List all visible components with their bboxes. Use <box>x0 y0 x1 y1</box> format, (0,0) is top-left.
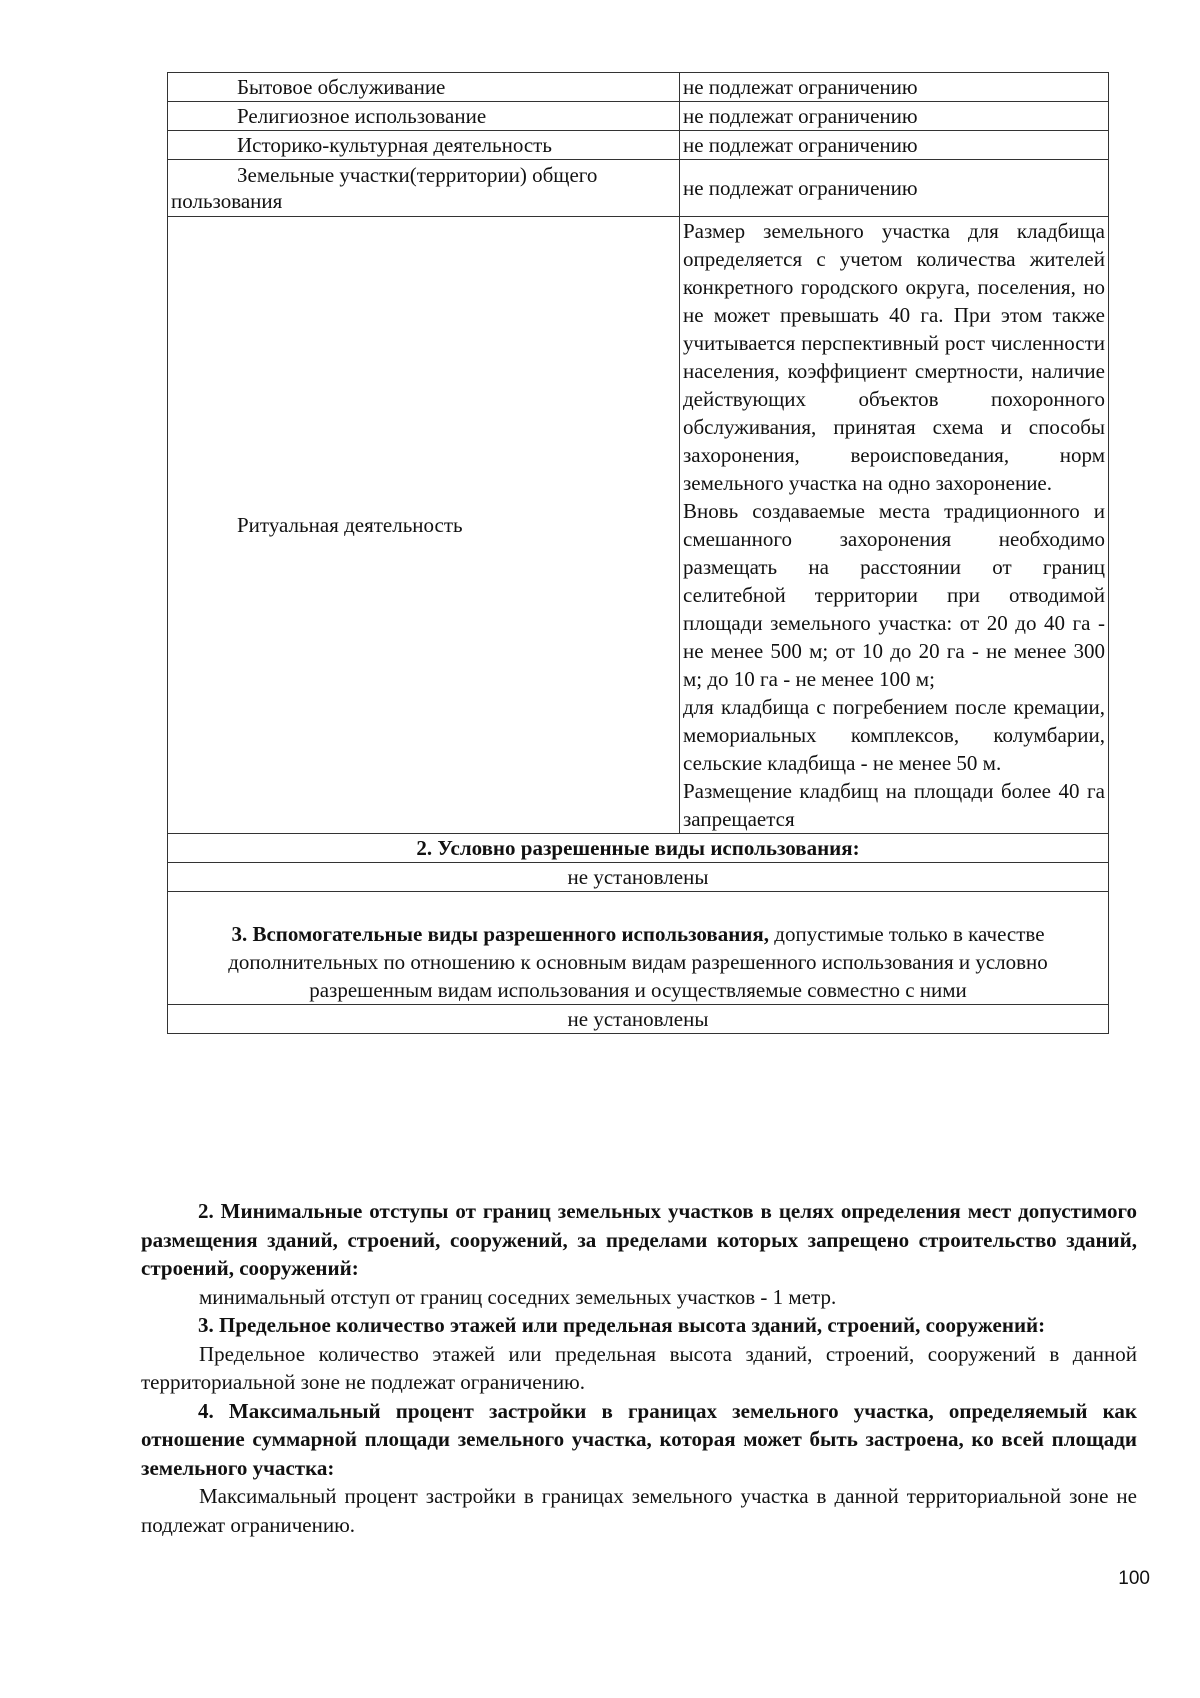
auxiliary-uses-value: не установлены <box>168 1005 1109 1034</box>
use-name: Ритуальная деятельность <box>168 217 680 834</box>
page-number: 100 <box>1118 1568 1150 1589</box>
use-name: Земельные участки(территории) общего пользования <box>168 160 680 217</box>
auxiliary-uses-heading <box>168 892 1109 1005</box>
ritual-paragraph: Вновь создаваемые места традиционного и смешанного захоронения необходимо размещать на расстоянии от границ селитебной территории при отводимой площади земельного участка: от 20 до 40 га - не менее 500 м; от 10 до 20 га - не менее 300 м; до 10 га - не менее 100 м; <box>683 499 1105 691</box>
ritual-paragraph: Размещение кладбищ на площади более 40 га запрещается <box>683 779 1105 831</box>
section-heading: 4. Максимальный процент застройки в границах земельного участка, определяемый как отношение суммарной площади земельного участка, которая может быть застроена, ко всей площади земельного участка: <box>141 1398 1137 1480</box>
section-heading: 3. Предельное количество этажей или предельная высота зданий, строений, сооружений: <box>198 1313 1046 1337</box>
auxiliary-uses-heading-rest: допустимые только в качестве дополнительных по отношению к основным видам разрешенного использования и условно разрешенным видам использования и осуществляемые совместно с ними <box>228 922 1048 1002</box>
conditional-uses-value: не установлены <box>168 863 1109 892</box>
aux-value-row <box>168 1005 1109 1034</box>
conditional-header-row <box>168 834 1109 863</box>
aux-header-row <box>168 892 1109 1005</box>
ritual-requirements <box>680 217 1109 834</box>
section-text: Максимальный процент застройки в границах земельного участка в данной территориальной зоне не подлежат ограничению. <box>141 1484 1137 1537</box>
section-text: минимальный отступ от границ соседних земельных участков - 1 метр. <box>199 1284 837 1309</box>
use-name: Историко-культурная деятельность <box>168 131 680 160</box>
conditional-uses-heading: 2. Условно разрешенные виды использования: <box>168 834 1109 863</box>
ritual-paragraph: Размер земельного участка для кладбища определяется с учетом количества жителей конкретного городского округа, поселения, но не может превышать 40 га. При этом также учитывается перспективный рост численности населения, коэффициент смертности, наличие действующих объектов похоронного обслуживания, принятая схема и способы захоронения, вероисповедания, норм земельного участка на одно захоронение. <box>683 219 1105 495</box>
table-row <box>168 73 1109 102</box>
use-name: Религиозное использование <box>168 102 680 131</box>
conditional-value-row <box>168 863 1109 892</box>
section-heading: 2. Минимальные отступы от границ земельных участков в целях определения мест допустимого размещения зданий, строений, сооружений, за пределами которых запрещено строительство зданий, строений, сооружений: <box>141 1199 1137 1280</box>
section-text: Предельное количество этажей или предельная высота зданий, строений, сооружений в данной территориальной зоне не подлежат ограничению. <box>141 1341 1137 1394</box>
table-row <box>168 131 1109 160</box>
use-value: не подлежат ограничению <box>680 131 1109 160</box>
use-value: не подлежат ограничению <box>680 102 1109 131</box>
table-row-ritual <box>168 217 1109 834</box>
land-use-table <box>167 72 1109 1034</box>
ritual-paragraph: для кладбища с погребением после кремации, мемориальных комплексов, колумбарии, сельские кладбища - не менее 50 м. <box>683 695 1105 775</box>
table-row <box>168 102 1109 131</box>
regulation-sections <box>141 1197 1137 1539</box>
use-value: не подлежат ограничению <box>680 73 1109 102</box>
auxiliary-uses-heading-bold: 3. Вспомогательные виды разрешенного использования, <box>231 922 770 946</box>
use-value: не подлежат ограничению <box>680 160 1109 217</box>
table-row <box>168 160 1109 217</box>
use-name: Бытовое обслуживание <box>168 73 680 102</box>
